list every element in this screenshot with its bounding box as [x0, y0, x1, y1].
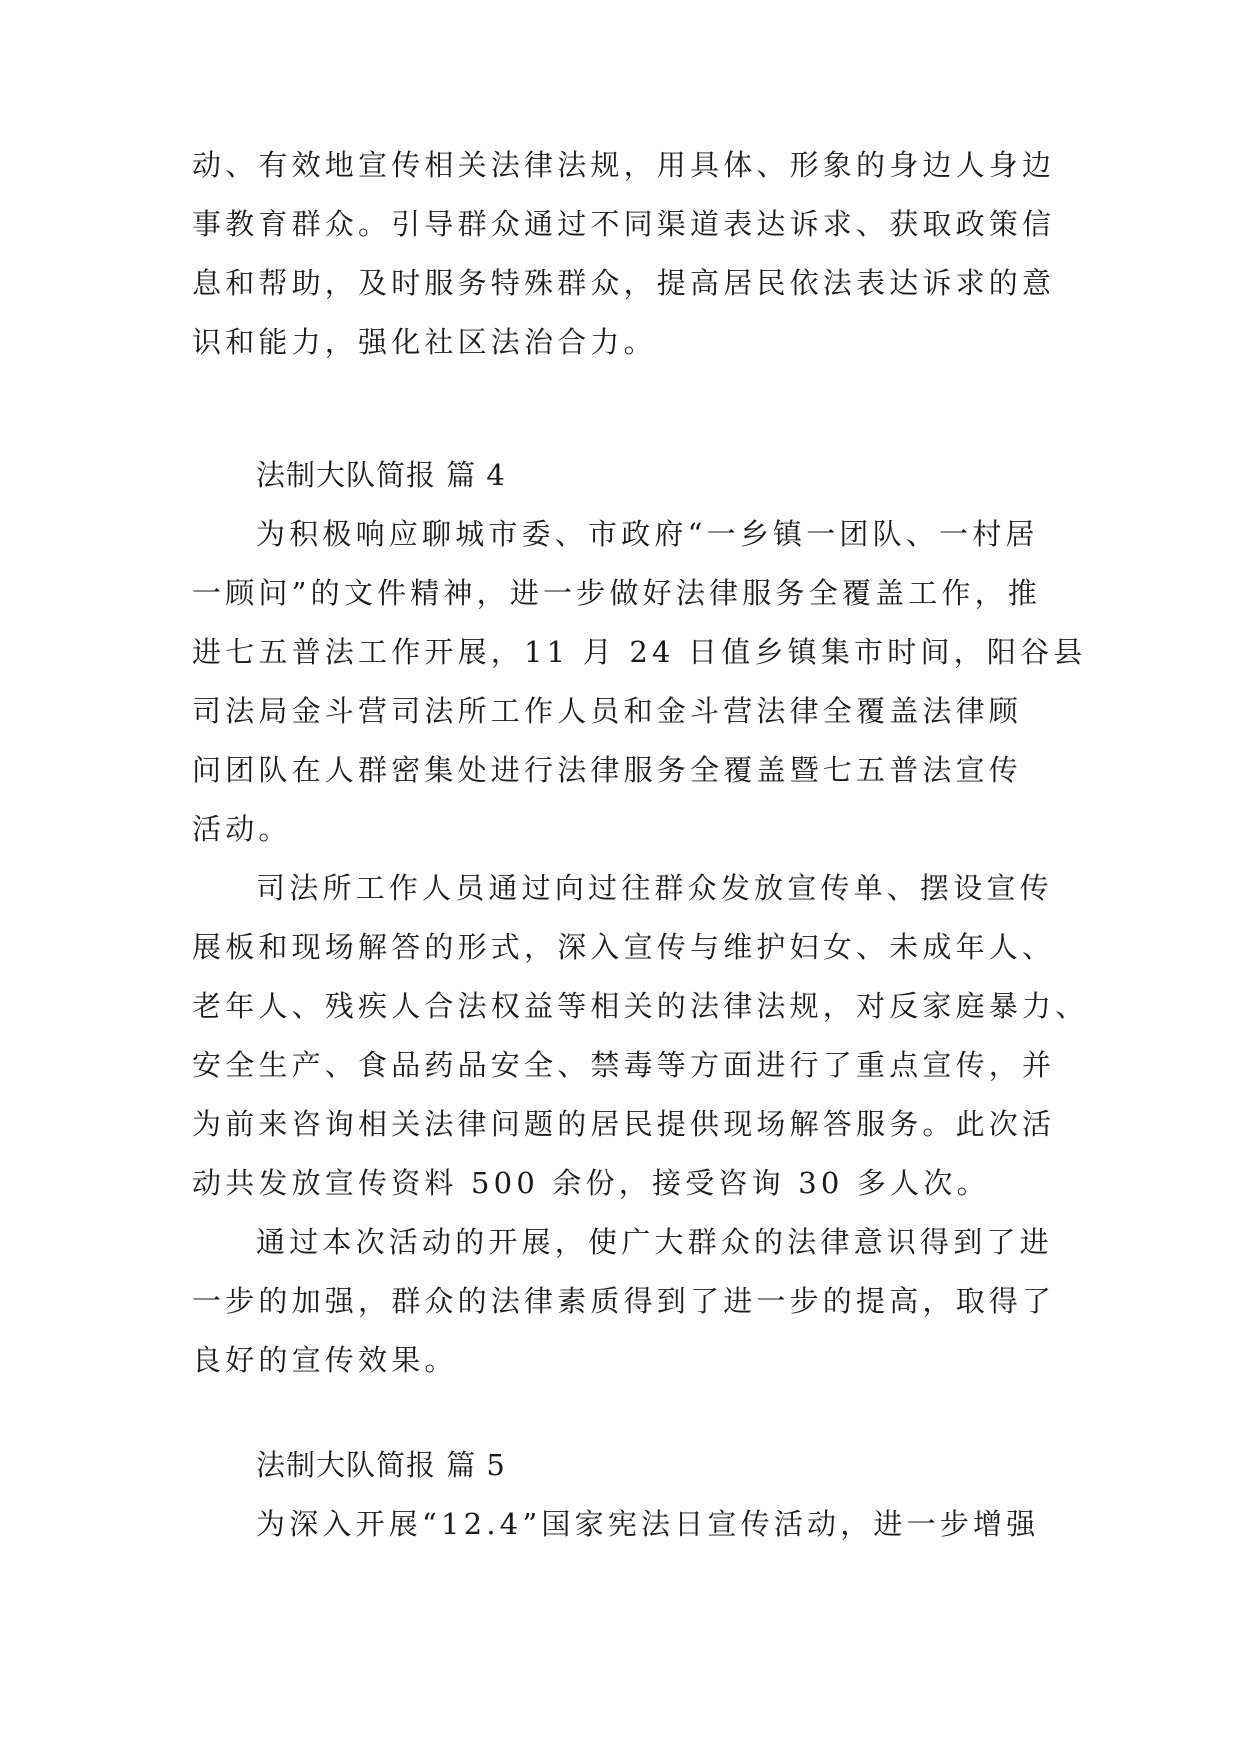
section-5	[192, 1436, 1052, 1495]
text-line: 事教育群众。引导群众通过不同渠道表达诉求、获取政策信	[192, 207, 1056, 241]
text-line: 一顾问”的文件精神，进一步做好法律服务全覆盖工作，推	[192, 576, 1042, 610]
text-line: 司法局金斗营司法所工作人员和金斗营法律全覆盖法律顾	[192, 694, 1023, 728]
text-line: 老年人、残疾人合法权益等相关的法律法规，对反家庭暴力、	[192, 989, 1089, 1023]
text-line: 展板和现场解答的形式，深入宣传与维护妇女、未成年人、	[192, 930, 1056, 964]
section-4-paragraph-3	[192, 1213, 1056, 1390]
text-line: 问团队在人群密集处进行法律服务全覆盖暨七五普法宣传	[192, 753, 1023, 787]
text-line: 息和帮助，及时服务特殊群众，提高居民依法表达诉求的意	[192, 266, 1056, 300]
text-line: 识和能力，强化社区法治合力。	[192, 325, 657, 359]
text-line: 良好的宣传效果。	[192, 1343, 458, 1377]
text-line: 通过本次活动的开展，使广大群众的法律意识得到了进	[256, 1225, 1053, 1259]
section-4-paragraph-2	[192, 859, 1089, 1213]
intro-paragraph	[192, 136, 1056, 372]
text-line: 动共发放宣传资料 500 余份，接受咨询 30 多人次。	[192, 1166, 990, 1200]
text-line: 为积极响应聊城市委、市政府“一乡镇一团队、一村居	[256, 517, 1039, 551]
section-4-paragraph-1	[192, 505, 1087, 859]
text-line: 安全生产、食品药品安全、禁毒等方面进行了重点宣传，并	[192, 1048, 1056, 1082]
text-line: 活动。	[192, 812, 292, 846]
text-line: 为前来咨询相关法律问题的居民提供现场解答服务。此次活	[192, 1107, 1056, 1141]
section-heading: 法制大队简报 篇 5	[256, 1448, 506, 1482]
text-line: 为深入开展“12.4”国家宪法日宣传活动，进一步增强	[256, 1507, 1040, 1541]
section-4	[192, 446, 1052, 505]
text-line: 动、有效地宣传相关法律法规，用具体、形象的身边人身边	[192, 148, 1056, 182]
section-heading: 法制大队简报 篇 4	[256, 458, 506, 492]
text-line: 进七五普法工作开展，11 月 24 日值乡镇集市时间，阳谷县	[192, 635, 1087, 669]
text-line: 司法所工作人员通过向过往群众发放宣传单、摆设宣传	[256, 871, 1053, 905]
section-5-paragraph-1	[192, 1495, 1052, 1554]
text-line: 一步的加强，群众的法律素质得到了进一步的提高，取得了	[192, 1284, 1056, 1318]
